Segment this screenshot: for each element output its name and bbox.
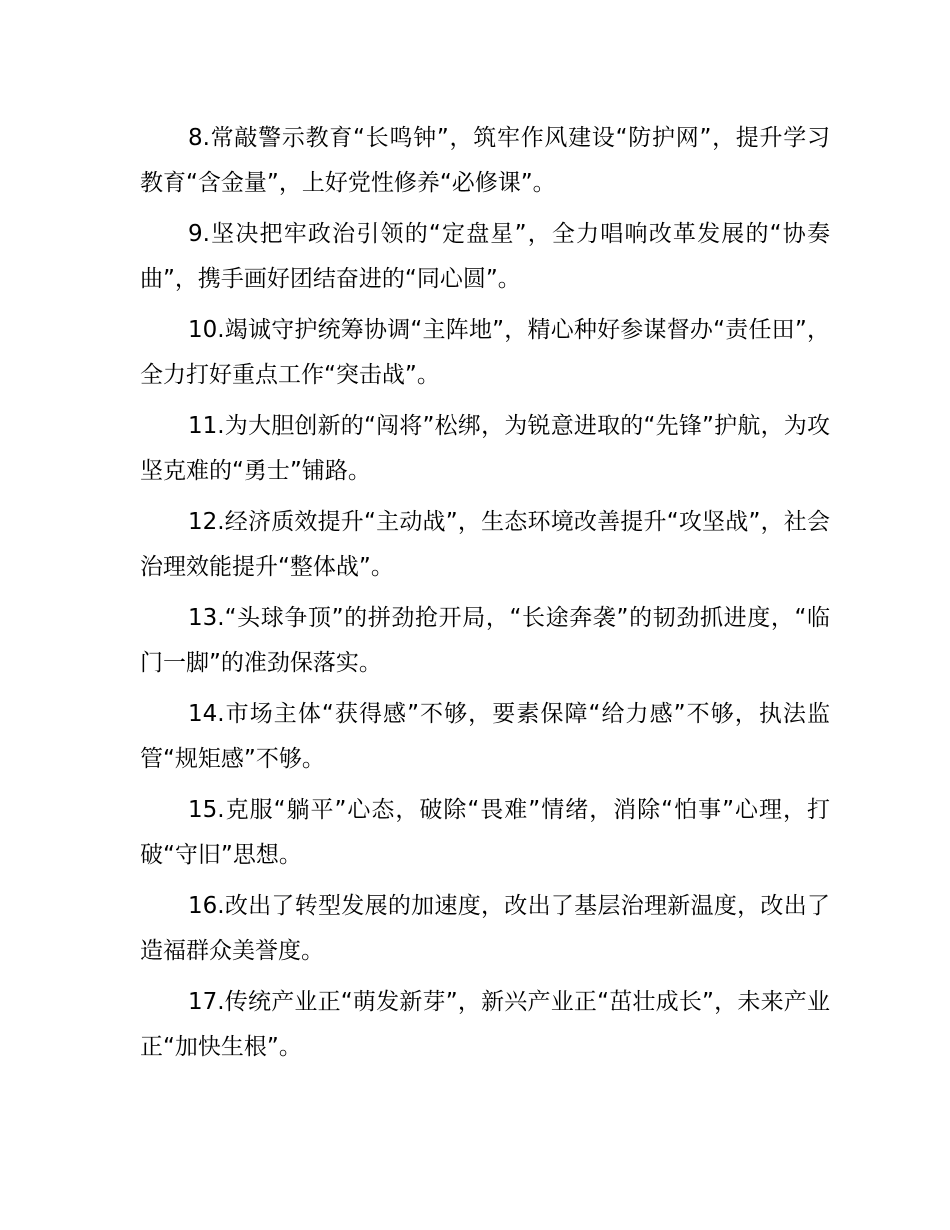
paragraph-item-15: 15.克服“躺平”心态，破除“畏难”情绪，消除“怕事”心理，打破“守旧”思想。	[140, 797, 830, 868]
paragraph-item-16: 16.改出了转型发展的加速度，改出了基层治理新温度，改出了造福群众美誉度。	[140, 893, 830, 964]
paragraph-item-11: 11.为大胆创新的“闯将”松绑，为锐意进取的“先锋”护航，为攻坚克难的“勇士”铺路。	[140, 413, 830, 484]
paragraph-item-14: 14.市场主体“获得感”不够，要素保障“给力感”不够，执法监管“规矩感”不够。	[140, 701, 830, 772]
paragraph-item-10: 10.竭诚守护统筹协调“主阵地”，精心种好参谋督办“责任田”，全力打好重点工作“突击战”。	[140, 317, 830, 388]
paragraph-item-12: 12.经济质效提升“主动战”，生态环境改善提升“攻坚战”，社会治理效能提升“整体战”。	[140, 509, 830, 580]
document-body	[140, 116, 830, 1076]
paragraph-item-13: 13.“头球争顶”的拼劲抢开局，“长途奔袭”的韧劲抓进度，“临门一脚”的准劲保落实。	[140, 605, 830, 676]
paragraph-item-9: 9.坚决把牢政治引领的“定盘星”，全力唱响改革发展的“协奏曲”，携手画好团结奋进的“同心圆”。	[140, 221, 830, 292]
paragraph-item-17: 17.传统产业正“萌发新芽”，新兴产业正“茁壮成长”，未来产业正“加快生根”。	[140, 989, 830, 1060]
paragraph-item-8: 8.常敲警示教育“长鸣钟”，筑牢作风建设“防护网”，提升学习教育“含金量”，上好党性修养“必修课”。	[140, 125, 830, 196]
